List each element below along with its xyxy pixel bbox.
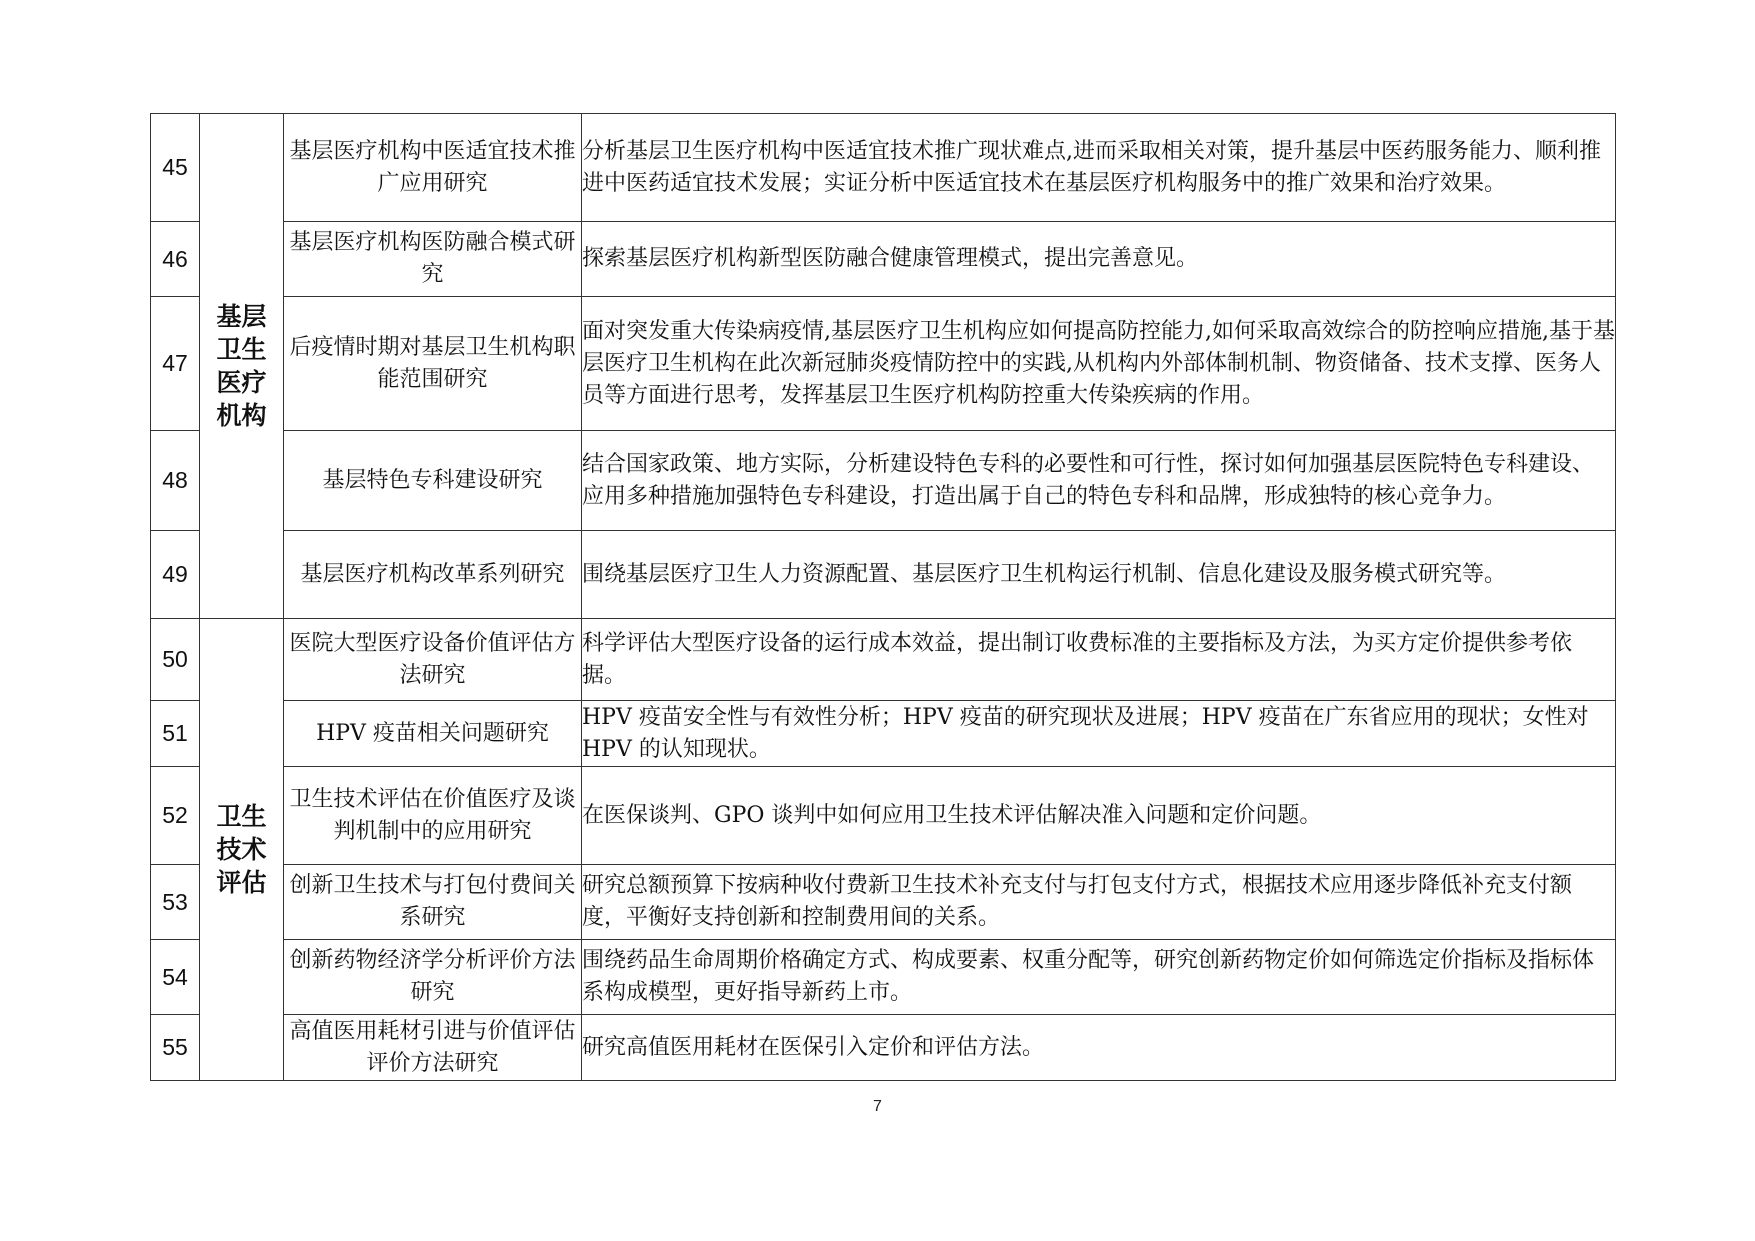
topic-title: 基层医疗机构医防融合模式研究 xyxy=(284,222,582,297)
row-number: 54 xyxy=(151,940,200,1015)
category-cell xyxy=(200,619,284,1081)
table-row xyxy=(151,297,1616,431)
topic-title: 基层医疗机构中医适宜技术推广应用研究 xyxy=(284,114,582,222)
table-row xyxy=(151,767,1616,865)
row-number: 51 xyxy=(151,701,200,767)
topic-title: 卫生技术评估在价值医疗及谈判机制中的应用研究 xyxy=(284,767,582,865)
topic-title: 医院大型医疗设备价值评估方法研究 xyxy=(284,619,582,701)
row-number: 55 xyxy=(151,1015,200,1081)
topic-title: 基层特色专科建设研究 xyxy=(284,431,582,531)
table-row xyxy=(151,222,1616,297)
topic-title: 创新卫生技术与打包付费间关系研究 xyxy=(284,865,582,940)
table-row xyxy=(151,531,1616,619)
table-row xyxy=(151,940,1616,1015)
topic-description: 分析基层卫生医疗机构中医适宜技术推广现状难点,进而采取相关对策，提升基层中医药服务能力、顺利推进中医药适宜技术发展；实证分析中医适宜技术在基层医疗机构服务中的推广效果和治疗效果。 xyxy=(582,114,1616,222)
table-row xyxy=(151,431,1616,531)
topic-description: 围绕基层医疗卫生人力资源配置、基层医疗卫生机构运行机制、信息化建设及服务模式研究等。 xyxy=(582,531,1616,619)
row-number: 45 xyxy=(151,114,200,222)
topic-title: 创新药物经济学分析评价方法研究 xyxy=(284,940,582,1015)
table-row xyxy=(151,1015,1616,1081)
category-label: 基层卫生医疗机构 xyxy=(216,302,267,430)
topic-description: 在医保谈判、GPO 谈判中如何应用卫生技术评估解决准入问题和定价问题。 xyxy=(582,767,1616,865)
topic-description: 结合国家政策、地方实际，分析建设特色专科的必要性和可行性，探讨如何加强基层医院特色专科建设、应用多种措施加强特色专科建设，打造出属于自己的特色专科和品牌，形成独特的核心竞争力。 xyxy=(582,431,1616,531)
row-number: 50 xyxy=(151,619,200,701)
topic-title: 基层医疗机构改革系列研究 xyxy=(284,531,582,619)
topic-title: 后疫情时期对基层卫生机构职能范围研究 xyxy=(284,297,582,431)
page-number: 7 xyxy=(873,1098,882,1115)
row-number: 49 xyxy=(151,531,200,619)
row-number: 52 xyxy=(151,767,200,865)
row-number: 53 xyxy=(151,865,200,940)
topic-description: 围绕药品生命周期价格确定方式、构成要素、权重分配等，研究创新药物定价如何筛选定价指标及指标体系构成模型，更好指导新药上市。 xyxy=(582,940,1616,1015)
row-number: 48 xyxy=(151,431,200,531)
topic-description: 探索基层医疗机构新型医防融合健康管理模式，提出完善意见。 xyxy=(582,222,1616,297)
table-row xyxy=(151,865,1616,940)
category-label: 卫生技术评估 xyxy=(216,802,267,897)
category-cell xyxy=(200,114,284,619)
topic-title: 高值医用耗材引进与价值评估评价方法研究 xyxy=(284,1015,582,1081)
row-number: 47 xyxy=(151,297,200,431)
topic-description: 研究高值医用耗材在医保引入定价和评估方法。 xyxy=(582,1015,1616,1081)
research-topics-table xyxy=(150,113,1616,1081)
table-row xyxy=(151,619,1616,701)
table-row xyxy=(151,701,1616,767)
row-number: 46 xyxy=(151,222,200,297)
topic-description: 科学评估大型医疗设备的运行成本效益，提出制订收费标准的主要指标及方法，为买方定价提供参考依据。 xyxy=(582,619,1616,701)
table-row xyxy=(151,114,1616,222)
topic-title: HPV 疫苗相关问题研究 xyxy=(284,701,582,767)
topic-description: HPV 疫苗安全性与有效性分析；HPV 疫苗的研究现状及进展；HPV 疫苗在广东省应用的现状；女性对 HPV 的认知现状。 xyxy=(582,701,1616,767)
topic-description: 面对突发重大传染病疫情,基层医疗卫生机构应如何提高防控能力,如何采取高效综合的防控响应措施,基于基层医疗卫生机构在此次新冠肺炎疫情防控中的实践,从机构内外部体制机制、物资储备、技术支撑、医务人员等方面进行思考，发挥基层卫生医疗机构防控重大传染疾病的作用。 xyxy=(582,297,1616,431)
topic-description: 研究总额预算下按病种收付费新卫生技术补充支付与打包支付方式，根据技术应用逐步降低补充支付额度，平衡好支持创新和控制费用间的关系。 xyxy=(582,865,1616,940)
